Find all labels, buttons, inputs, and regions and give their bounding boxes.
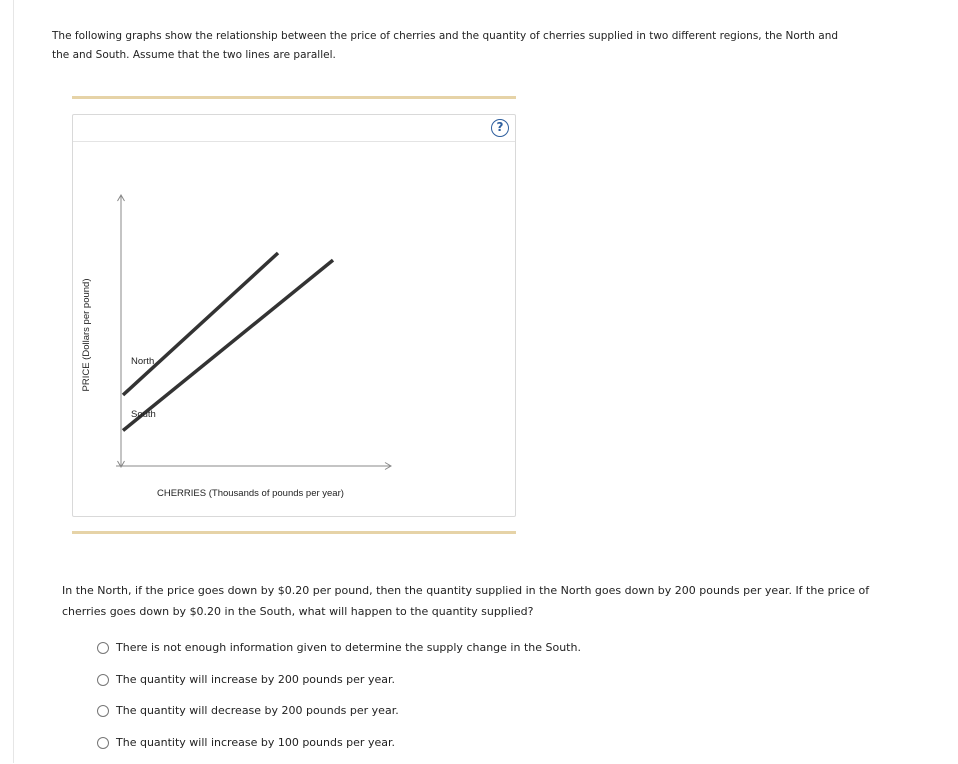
help-icon: ?	[497, 120, 504, 134]
answer-option[interactable]	[97, 733, 581, 764]
intro-text	[52, 27, 932, 65]
intro-line-2: the and South. Assume that the two lines are parallel.	[52, 46, 932, 65]
radio-button[interactable]	[97, 705, 109, 717]
graph-top-divider	[72, 96, 516, 99]
south-label: South	[131, 409, 156, 420]
graph-bottom-divider	[72, 531, 516, 534]
question-line-2: cherries goes down by $0.20 in the South, what will happen to the quantity supplied?	[62, 601, 942, 622]
intro-line-1: The following graphs show the relationship between the price of cherries and the quantity of cherries supplied in two different regions, the North and	[52, 27, 932, 46]
radio-button[interactable]	[97, 674, 109, 686]
y-axis-label: PRICE (Dollars per pound)	[81, 279, 92, 392]
answer-option[interactable]	[97, 638, 581, 670]
south-supply-line	[123, 260, 333, 430]
answer-option[interactable]	[97, 670, 581, 702]
supply-graph[interactable]	[73, 115, 515, 516]
answer-option[interactable]	[97, 701, 581, 733]
x-axis-label: CHERRIES (Thousands of pounds per year)	[157, 488, 344, 499]
left-border	[13, 0, 14, 763]
answer-options	[97, 638, 581, 764]
answer-option-label: The quantity will increase by 100 pounds per year.	[116, 733, 395, 753]
question-line-1: In the North, if the price goes down by $0.20 per pound, then the quantity supplied in the North goes down by 200 pounds per year. If the price of	[62, 580, 942, 601]
radio-button[interactable]	[97, 737, 109, 749]
north-label: North	[131, 356, 154, 367]
radio-button[interactable]	[97, 642, 109, 654]
answer-option-label: The quantity will decrease by 200 pounds per year.	[116, 701, 399, 721]
question-text	[62, 580, 942, 622]
graph-panel	[72, 114, 516, 517]
answer-option-label: There is not enough information given to determine the supply change in the South.	[116, 638, 581, 658]
answer-option-label: The quantity will increase by 200 pounds per year.	[116, 670, 395, 690]
